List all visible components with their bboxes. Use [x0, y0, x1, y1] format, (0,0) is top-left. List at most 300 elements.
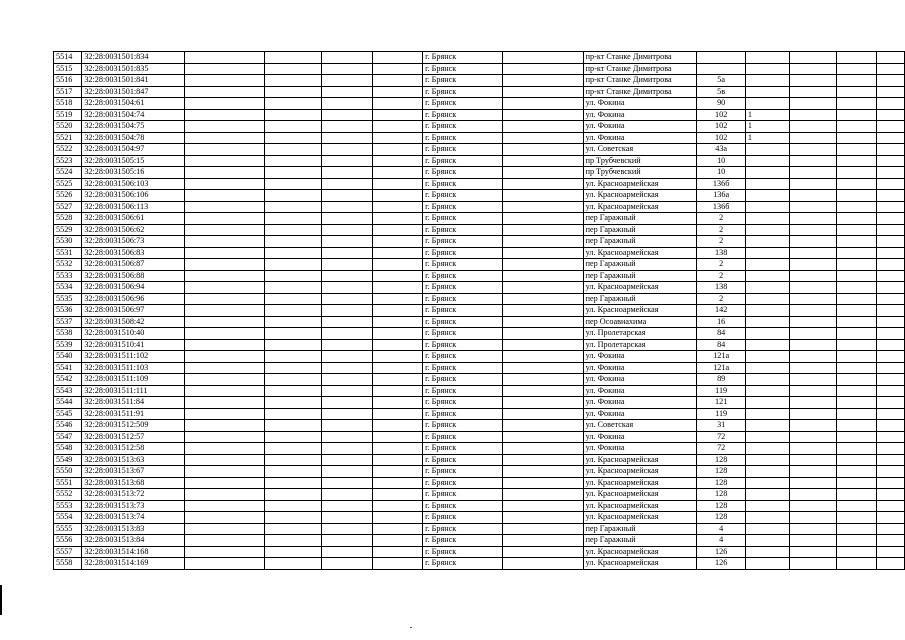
cell-mark	[745, 201, 790, 213]
cell-cadastral-number: 32:28:0031506:97	[82, 305, 185, 317]
cell-empty	[373, 385, 423, 397]
cell-empty	[790, 489, 836, 501]
cell-house: 5а	[697, 75, 745, 87]
cell-street: ул. Красноармейская	[583, 282, 697, 294]
cell-house: 138	[697, 247, 745, 259]
cell-empty	[185, 477, 265, 489]
cell-street: пер Гаражный	[583, 213, 697, 225]
cell-cadastral-number: 32:28:0031514:168	[82, 546, 185, 558]
cell-house: 126	[697, 558, 745, 570]
cell-city: г. Брянск	[423, 236, 503, 248]
table-row	[54, 328, 905, 340]
cell-empty	[373, 466, 423, 478]
cell-empty	[877, 420, 905, 432]
cell-empty	[836, 270, 877, 282]
cell-empty	[373, 558, 423, 570]
cell-city: г. Брянск	[423, 52, 503, 64]
cell-empty	[836, 339, 877, 351]
table-row	[54, 190, 905, 202]
cell-house: 128	[697, 500, 745, 512]
cell-street: пр Трубчевский	[583, 155, 697, 167]
cell-mark	[745, 178, 790, 190]
cell-number: 5537	[54, 316, 82, 328]
cell-house: 102	[697, 121, 745, 133]
cell-empty	[877, 305, 905, 317]
cell-empty	[321, 121, 373, 133]
cell-house: 84	[697, 328, 745, 340]
cell-empty	[264, 466, 321, 478]
cell-empty	[264, 512, 321, 524]
cell-empty	[321, 420, 373, 432]
cell-street: ул. Красноармейская	[583, 201, 697, 213]
cell-number: 5515	[54, 63, 82, 75]
cell-city: г. Брянск	[423, 477, 503, 489]
cell-empty	[185, 397, 265, 409]
cell-empty	[321, 316, 373, 328]
cell-cadastral-number: 32:28:0031506:94	[82, 282, 185, 294]
cell-empty	[877, 167, 905, 179]
cell-empty	[264, 121, 321, 133]
cell-empty	[185, 201, 265, 213]
cell-empty	[373, 63, 423, 75]
cell-cadastral-number: 32:28:0031506:62	[82, 224, 185, 236]
cell-cadastral-number: 32:28:0031510:40	[82, 328, 185, 340]
cell-empty	[502, 385, 583, 397]
cell-empty	[373, 167, 423, 179]
cell-empty	[373, 282, 423, 294]
cell-number: 5541	[54, 362, 82, 374]
cell-empty	[877, 431, 905, 443]
cell-empty	[321, 500, 373, 512]
cell-number: 5530	[54, 236, 82, 248]
cell-empty	[373, 397, 423, 409]
cell-empty	[836, 546, 877, 558]
cell-street: ул. Фокина	[583, 351, 697, 363]
cell-empty	[373, 454, 423, 466]
cell-empty	[877, 293, 905, 305]
cell-empty	[373, 546, 423, 558]
table-row	[54, 512, 905, 524]
cell-empty	[264, 224, 321, 236]
cell-city: г. Брянск	[423, 201, 503, 213]
cell-cadastral-number: 32:28:0031510:41	[82, 339, 185, 351]
table-row	[54, 408, 905, 420]
cell-empty	[502, 466, 583, 478]
cell-empty	[185, 362, 265, 374]
cell-empty	[836, 489, 877, 501]
cell-empty	[185, 167, 265, 179]
cell-number: 5553	[54, 500, 82, 512]
cell-street: ул. Красноармейская	[583, 466, 697, 478]
cell-number: 5535	[54, 293, 82, 305]
cell-empty	[321, 339, 373, 351]
cell-city: г. Брянск	[423, 362, 503, 374]
cell-empty	[321, 98, 373, 110]
cell-empty	[790, 282, 836, 294]
cell-cadastral-number: 32:28:0031512:509	[82, 420, 185, 432]
cell-mark	[745, 259, 790, 271]
cell-cadastral-number: 32:28:0031506:103	[82, 178, 185, 190]
cell-number: 5517	[54, 86, 82, 98]
cell-city: г. Брянск	[423, 144, 503, 156]
cell-house: 2	[697, 270, 745, 282]
cell-city: г. Брянск	[423, 63, 503, 75]
cell-empty	[321, 328, 373, 340]
cell-number: 5556	[54, 535, 82, 547]
table-row	[54, 247, 905, 259]
cell-empty	[373, 512, 423, 524]
cell-street: ул. Советская	[583, 420, 697, 432]
cell-empty	[836, 443, 877, 455]
cell-empty	[502, 190, 583, 202]
cell-city: г. Брянск	[423, 75, 503, 87]
cell-street: ул. Советская	[583, 144, 697, 156]
cell-mark	[745, 443, 790, 455]
cell-house: 2	[697, 236, 745, 248]
cell-number: 5520	[54, 121, 82, 133]
cell-mark	[745, 63, 790, 75]
cell-empty	[321, 52, 373, 64]
cell-empty	[502, 224, 583, 236]
cell-cadastral-number: 32:28:0031506:61	[82, 213, 185, 225]
cell-empty	[502, 121, 583, 133]
cell-cadastral-number: 32:28:0031508:42	[82, 316, 185, 328]
cell-empty	[502, 247, 583, 259]
cell-empty	[321, 178, 373, 190]
cell-empty	[321, 293, 373, 305]
cell-empty	[836, 247, 877, 259]
cell-house: 2	[697, 259, 745, 271]
cell-cadastral-number: 32:28:0031511:111	[82, 385, 185, 397]
cell-empty	[502, 397, 583, 409]
cell-empty	[502, 213, 583, 225]
cell-cadastral-number: 32:28:0031504:75	[82, 121, 185, 133]
cell-empty	[264, 397, 321, 409]
cell-mark	[745, 328, 790, 340]
cell-mark	[745, 558, 790, 570]
cell-empty	[877, 201, 905, 213]
table-row	[54, 52, 905, 64]
table-row	[54, 86, 905, 98]
cell-mark	[745, 454, 790, 466]
cell-empty	[185, 224, 265, 236]
cell-empty	[373, 52, 423, 64]
cell-street: ул. Красноармейская	[583, 190, 697, 202]
cell-empty	[790, 109, 836, 121]
cell-number: 5519	[54, 109, 82, 121]
cell-street: ул. Красноармейская	[583, 500, 697, 512]
cell-number: 5528	[54, 213, 82, 225]
cell-cadastral-number: 32:28:0031504:78	[82, 132, 185, 144]
cell-empty	[790, 477, 836, 489]
cell-empty	[877, 546, 905, 558]
cell-empty	[836, 178, 877, 190]
cell-empty	[185, 236, 265, 248]
table-row	[54, 63, 905, 75]
table-row	[54, 259, 905, 271]
cell-house: 90	[697, 98, 745, 110]
cell-cadastral-number: 32:28:0031505:16	[82, 167, 185, 179]
cell-empty	[321, 477, 373, 489]
cell-empty	[373, 224, 423, 236]
cell-street: ул. Красноармейская	[583, 546, 697, 558]
cell-empty	[836, 109, 877, 121]
cell-empty	[185, 178, 265, 190]
cell-number: 5522	[54, 144, 82, 156]
cell-empty	[790, 408, 836, 420]
cell-house: 128	[697, 466, 745, 478]
cell-empty	[264, 98, 321, 110]
cell-empty	[790, 155, 836, 167]
cell-house: 72	[697, 431, 745, 443]
cell-empty	[836, 259, 877, 271]
cell-empty	[790, 98, 836, 110]
cell-cadastral-number: 32:28:0031513:63	[82, 454, 185, 466]
cell-empty	[264, 339, 321, 351]
cell-street: пер Гаражный	[583, 535, 697, 547]
cell-street: ул. Фокина	[583, 98, 697, 110]
cell-empty	[185, 489, 265, 501]
cell-street: пер Гаражный	[583, 293, 697, 305]
cell-empty	[185, 454, 265, 466]
cell-mark	[745, 270, 790, 282]
table-row	[54, 466, 905, 478]
cell-empty	[321, 282, 373, 294]
cell-empty	[264, 546, 321, 558]
cell-empty	[373, 374, 423, 386]
cell-number: 5514	[54, 52, 82, 64]
cell-empty	[321, 454, 373, 466]
cell-cadastral-number: 32:28:0031512:57	[82, 431, 185, 443]
cell-empty	[502, 86, 583, 98]
cell-empty	[321, 155, 373, 167]
cell-empty	[836, 63, 877, 75]
cell-empty	[836, 420, 877, 432]
registry-table	[53, 51, 905, 570]
cell-number: 5518	[54, 98, 82, 110]
cell-mark	[745, 523, 790, 535]
cell-number: 5525	[54, 178, 82, 190]
cell-empty	[373, 305, 423, 317]
cell-street: пер Гаражный	[583, 523, 697, 535]
cell-cadastral-number: 32:28:0031506:73	[82, 236, 185, 248]
cell-empty	[502, 63, 583, 75]
cell-empty	[373, 201, 423, 213]
cell-empty	[836, 52, 877, 64]
cell-empty	[373, 132, 423, 144]
cell-empty	[836, 385, 877, 397]
cell-empty	[877, 247, 905, 259]
cell-street: ул. Фокина	[583, 109, 697, 121]
cell-empty	[836, 374, 877, 386]
cell-empty	[790, 236, 836, 248]
cell-empty	[185, 52, 265, 64]
cell-empty	[373, 523, 423, 535]
table-row	[54, 224, 905, 236]
cell-empty	[185, 282, 265, 294]
cell-empty	[264, 523, 321, 535]
cell-empty	[836, 523, 877, 535]
cell-empty	[790, 190, 836, 202]
cell-street: пер Гаражный	[583, 259, 697, 271]
cell-city: г. Брянск	[423, 397, 503, 409]
cell-empty	[373, 259, 423, 271]
cell-empty	[264, 144, 321, 156]
cell-empty	[264, 75, 321, 87]
cell-empty	[790, 431, 836, 443]
cell-mark	[745, 167, 790, 179]
table-row	[54, 477, 905, 489]
cell-house: 121а	[697, 351, 745, 363]
cell-cadastral-number: 32:28:0031501:834	[82, 52, 185, 64]
cell-empty	[836, 351, 877, 363]
cell-empty	[264, 489, 321, 501]
cell-cadastral-number: 32:28:0031513:73	[82, 500, 185, 512]
cell-house: 119	[697, 385, 745, 397]
cell-empty	[321, 512, 373, 524]
cell-empty	[877, 190, 905, 202]
cell-empty	[373, 121, 423, 133]
cell-empty	[877, 466, 905, 478]
cell-street: ул. Фокина	[583, 374, 697, 386]
cell-empty	[877, 500, 905, 512]
table-row	[54, 98, 905, 110]
cell-cadastral-number: 32:28:0031506:113	[82, 201, 185, 213]
cell-empty	[790, 443, 836, 455]
cell-empty	[321, 397, 373, 409]
table-row	[54, 489, 905, 501]
cell-empty	[185, 121, 265, 133]
cell-empty	[790, 558, 836, 570]
cell-street: ул. Фокина	[583, 362, 697, 374]
cell-empty	[185, 63, 265, 75]
cell-empty	[373, 155, 423, 167]
cell-empty	[836, 466, 877, 478]
cell-house: 126	[697, 546, 745, 558]
cell-empty	[264, 155, 321, 167]
cell-empty	[502, 420, 583, 432]
cell-city: г. Брянск	[423, 512, 503, 524]
cell-street: ул. Красноармейская	[583, 512, 697, 524]
cell-empty	[836, 224, 877, 236]
cell-empty	[264, 259, 321, 271]
cell-cadastral-number: 32:28:0031504:74	[82, 109, 185, 121]
cell-city: г. Брянск	[423, 408, 503, 420]
cell-empty	[790, 167, 836, 179]
table-row	[54, 282, 905, 294]
table-row	[54, 523, 905, 535]
cell-house: 128	[697, 512, 745, 524]
table-row	[54, 155, 905, 167]
cell-empty	[790, 121, 836, 133]
cell-empty	[502, 523, 583, 535]
cell-empty	[321, 374, 373, 386]
cell-empty	[321, 466, 373, 478]
cell-city: г. Брянск	[423, 558, 503, 570]
cell-empty	[373, 500, 423, 512]
cell-city: г. Брянск	[423, 155, 503, 167]
table-row	[54, 236, 905, 248]
cell-number: 5532	[54, 259, 82, 271]
cell-empty	[790, 466, 836, 478]
cell-empty	[877, 63, 905, 75]
table-row	[54, 109, 905, 121]
table-row	[54, 305, 905, 317]
cell-mark	[745, 155, 790, 167]
cell-city: г. Брянск	[423, 546, 503, 558]
cell-street: ул. Красноармейская	[583, 477, 697, 489]
cell-empty	[502, 374, 583, 386]
cell-house: 136б	[697, 201, 745, 213]
cell-street: пер Гаражный	[583, 236, 697, 248]
cell-cadastral-number: 32:28:0031513:84	[82, 535, 185, 547]
cell-empty	[185, 316, 265, 328]
cell-empty	[877, 351, 905, 363]
cell-empty	[264, 213, 321, 225]
cell-empty	[877, 397, 905, 409]
cell-empty	[185, 75, 265, 87]
cell-mark	[745, 75, 790, 87]
cell-number: 5524	[54, 167, 82, 179]
cell-empty	[373, 477, 423, 489]
cell-empty	[321, 63, 373, 75]
table-row	[54, 362, 905, 374]
cell-house: 121	[697, 397, 745, 409]
cell-empty	[836, 397, 877, 409]
cell-empty	[502, 293, 583, 305]
cell-street: ул. Красноармейская	[583, 178, 697, 190]
cell-street: ул. Красноармейская	[583, 489, 697, 501]
cell-empty	[877, 339, 905, 351]
cell-street: ул. Пролетарская	[583, 328, 697, 340]
cell-empty	[836, 213, 877, 225]
cell-cadastral-number: 32:28:0031511:91	[82, 408, 185, 420]
cell-city: г. Брянск	[423, 167, 503, 179]
cell-city: г. Брянск	[423, 132, 503, 144]
cell-empty	[836, 328, 877, 340]
cell-city: г. Брянск	[423, 431, 503, 443]
cell-mark	[745, 351, 790, 363]
cell-empty	[373, 190, 423, 202]
cell-street: ул. Пролетарская	[583, 339, 697, 351]
table-row	[54, 144, 905, 156]
cell-empty	[185, 259, 265, 271]
cell-empty	[185, 431, 265, 443]
cell-empty	[790, 420, 836, 432]
table-row	[54, 316, 905, 328]
cell-empty	[373, 247, 423, 259]
cell-number: 5545	[54, 408, 82, 420]
cell-street: ул. Красноармейская	[583, 305, 697, 317]
cell-empty	[790, 339, 836, 351]
cell-mark	[745, 236, 790, 248]
table-row	[54, 385, 905, 397]
cell-empty	[321, 443, 373, 455]
cell-empty	[836, 121, 877, 133]
cell-empty	[264, 247, 321, 259]
cell-empty	[185, 535, 265, 547]
cell-empty	[185, 109, 265, 121]
cell-house: 128	[697, 454, 745, 466]
table-row	[54, 443, 905, 455]
cell-empty	[877, 489, 905, 501]
cell-empty	[502, 558, 583, 570]
cell-empty	[877, 52, 905, 64]
cell-house	[697, 52, 745, 64]
cell-empty	[264, 52, 321, 64]
cell-empty	[790, 523, 836, 535]
cell-empty	[264, 167, 321, 179]
